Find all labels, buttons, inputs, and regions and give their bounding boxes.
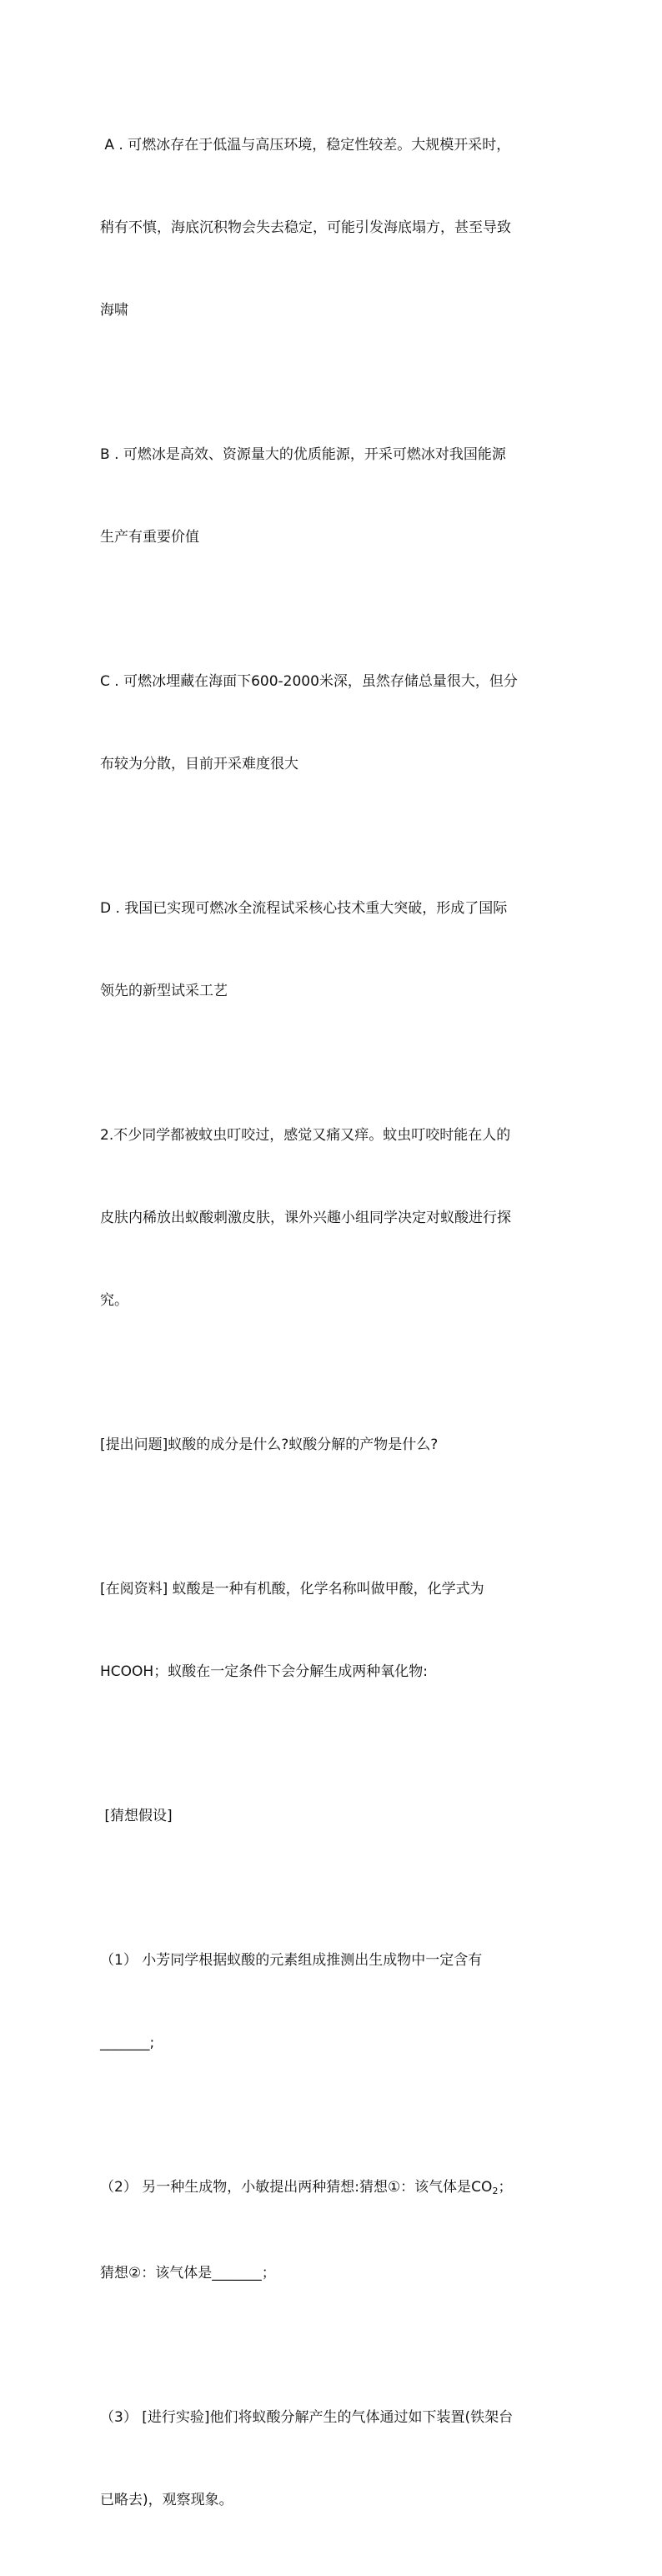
question-2-intro-line-2: 皮肤内稀放出蚁酸刺激皮肤，课外兴趣小组同学决定对蚁酸进行探 (100, 1210, 511, 1226)
item-3-line-1: （3） [进行实验]他们将蚁酸分解产生的气体通过如下装置(铁架台 (100, 2409, 514, 2426)
question-2-intro-line-3: 究。 (100, 1292, 128, 1309)
item-3-line-2: 已略去)，观察现象。 (100, 2492, 233, 2508)
reading-line-2: HCOOH；蚁酸在一定条件下会分解生成两种氧化物: (100, 1663, 428, 1680)
co2-subscript: 2 (492, 2186, 499, 2196)
option-d-line-1: D . 我国已实现可燃冰全流程试采核心技术重大突破，形成了国际 (100, 900, 508, 917)
problem-line: [提出问题]蚁酸的成分是什么?蚁酸分解的产物是什么? (100, 1436, 439, 1453)
question-2-problem (100, 1376, 567, 1514)
option-a-line-2: 稍有不慎，海底沉积物会失去稳定，可能引发海底塌方，甚至导致 (100, 219, 511, 236)
option-b (100, 386, 567, 606)
option-d-line-2: 领先的新型试采工艺 (100, 983, 228, 999)
option-c-line-1: C . 可燃冰埋藏在海面下600-2000米深，虽然存储总量很大，但分 (100, 673, 518, 690)
item-1-line-1: （1） 小芳同学根据蚁酸的元素组成推测出生成物中一定含有 (100, 1952, 483, 1969)
question-2-hypothesis (100, 1748, 567, 1885)
item-2-line-1-text: （2） 另一种生成物，小敏提出两种猜想:猜想①：该气体是CO (100, 2179, 493, 2196)
question-2-intro (100, 1067, 567, 1370)
option-a-line-3: 海啸 (100, 302, 128, 319)
question-2-item-3 (100, 2349, 567, 2569)
option-a-line-1: A . 可燃冰存在于低温与高压环境，稳定性较差。大规模开采时， (100, 137, 511, 153)
hypothesis-heading: [猜想假设] (100, 1808, 173, 1824)
item-2-line-1-end: ； (498, 2179, 513, 2196)
option-c-line-2: 布较为分散，目前开采难度很大 (100, 756, 298, 772)
option-b-line-2: 生产有重要价值 (100, 529, 199, 546)
reading-line-1: [在阅资料] 蚁酸是一种有机酸，化学名称叫做甲酸，化学式为 (100, 1581, 484, 1597)
document-page (100, 77, 567, 2576)
question-2-reading (100, 1521, 567, 1741)
question-2-item-2 (100, 2119, 567, 2342)
item-2-line-1 (100, 2174, 567, 2205)
option-a (100, 77, 567, 380)
question-2-item-1 (100, 1892, 567, 2112)
question-2-intro-line-1: 2.不少同学都被蚊虫叮咬过，感觉又痛又痒。蚊虫叮咬时能在人的 (100, 1127, 511, 1144)
option-d (100, 840, 567, 1060)
item-2-line-2: 猜想②：该气体是_______； (100, 2265, 276, 2282)
option-c (100, 613, 567, 833)
option-b-line-1: B . 可燃冰是高效、资源量大的优质能源，开采可燃冰对我国能源 (100, 446, 506, 463)
item-1-line-2: _______; (100, 2035, 155, 2051)
